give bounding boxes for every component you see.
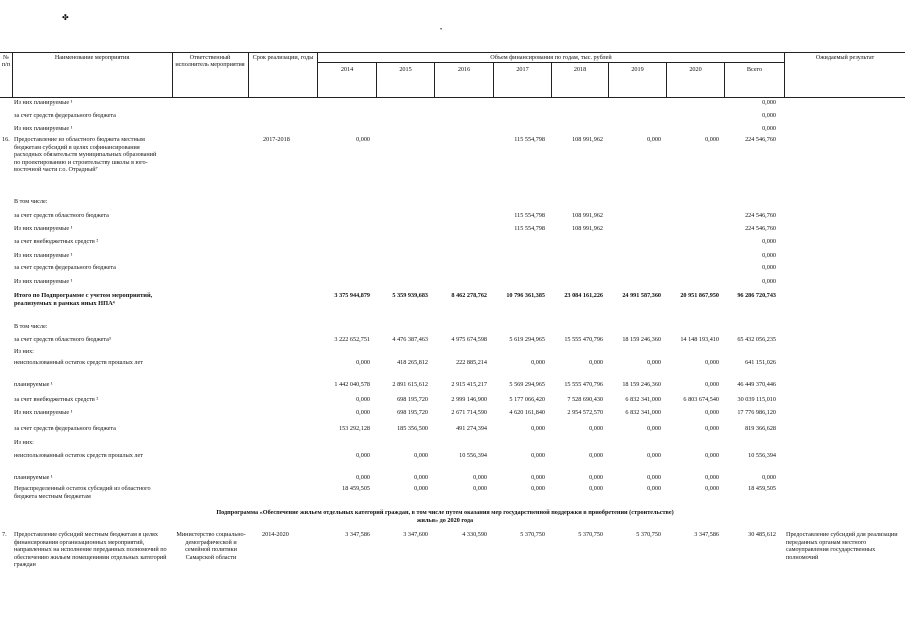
row-label: Предоставление субсидий местным бюджетам в целях финансирования организационных мероприятий, направленных на исполнение переданных полномочий по обеспечению жильем помещениями отдельных категорий граждан	[14, 531, 167, 569]
row-value: 18 159 246,360	[622, 381, 661, 388]
row-value: 30 485,612	[748, 531, 776, 538]
row-value: 5 177 066,420	[509, 396, 545, 403]
header-year-total: Всего	[746, 66, 763, 73]
row-value: 17 776 986,120	[737, 409, 776, 416]
row-label: Из них:	[14, 348, 34, 355]
row-value: 0,000	[762, 252, 776, 259]
row-value: 1 442 040,578	[334, 381, 370, 388]
row-value: 2 999 146,900	[451, 396, 487, 403]
row-value: 0,000	[705, 474, 719, 481]
row-value: 0,000	[589, 474, 603, 481]
row-value: 0,000	[589, 452, 603, 459]
row-label: Из них планируемые ¹	[14, 252, 73, 259]
row-value: 4 330,590	[462, 531, 487, 538]
row-value: 0,000	[762, 278, 776, 285]
row-value: 15 555 470,796	[564, 336, 603, 343]
row-value: 5 370,750	[578, 531, 603, 538]
row-value: 0,000	[356, 409, 370, 416]
row-value: 0,000	[356, 359, 370, 366]
header-year: 2015	[399, 66, 412, 73]
row-term: 2017-2018	[263, 136, 290, 143]
row-value: 224 546,760	[745, 212, 776, 219]
row-value: 18 159 246,360	[622, 336, 661, 343]
row-value: 819 366,628	[745, 425, 776, 432]
row-value: 0,000	[414, 474, 428, 481]
row-value: 0,000	[414, 485, 428, 492]
row-value: 0,000	[473, 485, 487, 492]
row-value: 108 991,962	[572, 225, 603, 232]
row-label: Итого по Подпрограмме с учетом мероприятий, реализуемых в рамках иных НПА⁴	[14, 292, 153, 307]
header-funding: Объем финансирования по годам, тыс. рублей	[490, 54, 612, 61]
row-label: планируемые ¹	[14, 381, 53, 388]
row-value: 0,000	[647, 474, 661, 481]
row-term: 2014-2020	[262, 531, 289, 538]
header-year: 2020	[689, 66, 702, 73]
row-value: 115 554,798	[514, 136, 545, 143]
row-value: 3 375 944,879	[334, 292, 370, 299]
row-value: 0,000	[473, 474, 487, 481]
header-result: Ожидаемый результат	[815, 54, 875, 61]
row-value: 418 265,812	[397, 359, 428, 366]
row-value: 2 671 714,590	[451, 409, 487, 416]
row-value: 0,000	[531, 359, 545, 366]
row-label: Из них планируемые ¹	[14, 225, 73, 232]
row-value: 698 195,720	[397, 396, 428, 403]
row-value: 46 449 370,446	[737, 381, 776, 388]
row-label: неиспользованный остаток средств прошлых лет	[14, 359, 143, 366]
row-number: 16.	[2, 136, 10, 143]
row-label: В том числе:	[14, 323, 48, 330]
row-value: 0,000	[589, 425, 603, 432]
row-value: 0,000	[531, 452, 545, 459]
row-value: 0,000	[356, 452, 370, 459]
row-value: 18 459,505	[342, 485, 370, 492]
row-label: за счет средств федерального бюджета	[14, 425, 116, 432]
row-label: за счет средств областного бюджета	[14, 212, 109, 219]
row-label: за счет средств федерального бюджета	[14, 112, 116, 119]
row-value: 3 222 652,751	[334, 336, 370, 343]
row-label: за счет внебюджетных средств ²	[14, 238, 99, 245]
row-value: 4 620 161,840	[509, 409, 545, 416]
row-value: 0,000	[762, 264, 776, 271]
row-value: 0,000	[589, 485, 603, 492]
row-value: 2 891 615,612	[392, 381, 428, 388]
center-dot: •	[440, 27, 443, 33]
subprogram-title: Подпрограмма «Обеспечение жильем отдельных категорий граждан, в том числе путем оказания мер государственной поддержки в приобретении (строительстве) жилья» до 2020 года	[216, 509, 674, 524]
row-value: 0,000	[705, 409, 719, 416]
row-value: 0,000	[705, 425, 719, 432]
row-value: 0,000	[647, 425, 661, 432]
row-value: 698 195,720	[397, 409, 428, 416]
row-label: Из них планируемые ¹	[14, 99, 73, 106]
row-value: 0,000	[356, 474, 370, 481]
row-value: 115 554,798	[514, 212, 545, 219]
row-value: 224 546,760	[745, 225, 776, 232]
row-value: 10 556,394	[459, 452, 487, 459]
row-value: 5 370,750	[636, 531, 661, 538]
row-value: 0,000	[531, 485, 545, 492]
row-value: 23 084 161,226	[564, 292, 603, 299]
row-label: за счет внебюджетных средств ²	[14, 396, 99, 403]
row-label: Из них планируемые ¹	[14, 409, 73, 416]
row-value: 5 359 939,683	[392, 292, 428, 299]
row-label: за счет средств федерального бюджета	[14, 264, 116, 271]
row-value: 24 991 587,360	[622, 292, 661, 299]
row-responsible: Министерство социально-демографической и семейной политики Самарской области	[176, 531, 246, 561]
row-value: 0,000	[762, 112, 776, 119]
row-value: 0,000	[647, 359, 661, 366]
row-value: 2 915 415,217	[451, 381, 487, 388]
row-value: 10 796 361,385	[506, 292, 545, 299]
row-value: 3 347,586	[694, 531, 719, 538]
row-value: 8 462 278,762	[451, 292, 487, 299]
header-term: Срок реализации, годы	[252, 54, 314, 61]
header-num: № п/п	[1, 54, 11, 69]
row-label: Из них планируемые ¹	[14, 125, 73, 132]
scan-mark: ✤	[62, 13, 69, 22]
row-value: 153 292,128	[339, 425, 370, 432]
row-value: 30 039 115,010	[737, 396, 776, 403]
row-value: 20 951 867,950	[680, 292, 719, 299]
row-value: 0,000	[705, 485, 719, 492]
row-value: 0,000	[705, 359, 719, 366]
row-value: 0,000	[356, 396, 370, 403]
row-value: 224 546,760	[745, 136, 776, 143]
row-label: Нераспределенный остаток субсидий из областного бюджета местным бюджетам	[14, 485, 151, 500]
row-value: 108 991,962	[572, 136, 603, 143]
row-value: 4 975 674,598	[451, 336, 487, 343]
row-value: 96 286 720,743	[737, 292, 776, 299]
row-value: 0,000	[414, 452, 428, 459]
row-value: 0,000	[705, 136, 719, 143]
row-value: 14 148 193,410	[680, 336, 719, 343]
row-label: за счет средств областного бюджета³	[14, 336, 111, 343]
row-label: планируемые ¹	[14, 474, 53, 481]
row-value: 641 151,026	[745, 359, 776, 366]
row-value: 6 803 674,540	[683, 396, 719, 403]
row-value: 0,000	[647, 136, 661, 143]
row-value: 5 370,750	[520, 531, 545, 538]
header-name: Наименование мероприятия	[54, 54, 130, 61]
header-year: 2016	[457, 66, 471, 73]
row-value: 0,000	[647, 485, 661, 492]
row-value: 0,000	[762, 238, 776, 245]
row-value: 0,000	[762, 474, 776, 481]
header-year: 2019	[631, 66, 644, 73]
row-value: 7 528 690,430	[567, 396, 603, 403]
row-value: 491 274,394	[456, 425, 487, 432]
row-value: 108 991,962	[572, 212, 603, 219]
row-value: 222 885,214	[456, 359, 487, 366]
row-value: 0,000	[762, 99, 776, 106]
row-value: 2 954 572,570	[567, 409, 603, 416]
row-label: В том числе:	[14, 198, 48, 205]
row-value: 0,000	[589, 359, 603, 366]
header-year: 2017	[516, 66, 529, 73]
row-value: 5 569 294,965	[509, 381, 545, 388]
row-label: Предоставление из областного бюджета местным бюджетам субсидий в целях софинансирования расходных обязательств муниципальных образований по проектированию и строительству школы в юго-восточной части г.о. Отрадный⁷	[14, 136, 157, 174]
row-value: 5 619 294,965	[509, 336, 545, 343]
row-value: 0,000	[531, 474, 545, 481]
row-value: 10 556,394	[748, 452, 776, 459]
row-value: 18 459,505	[748, 485, 776, 492]
row-value: 15 555 470,796	[564, 381, 603, 388]
row-label: Из них:	[14, 439, 34, 446]
row-value: 185 356,500	[397, 425, 428, 432]
row-value: 0,000	[705, 452, 719, 459]
header-responsible: Ответственный исполнитель мероприятия	[175, 54, 245, 69]
row-value: 0,000	[531, 425, 545, 432]
row-value: 6 832 341,000	[625, 409, 661, 416]
row-value: 0,000	[762, 125, 776, 132]
row-value: 65 432 056,235	[737, 336, 776, 343]
row-value: 115 554,798	[514, 225, 545, 232]
header-year: 2014	[340, 66, 354, 73]
row-value: 6 832 341,000	[625, 396, 661, 403]
row-label: неиспользованный остаток средств прошлых лет	[14, 452, 143, 459]
row-value: 3 347,586	[345, 531, 370, 538]
row-value: 4 476 387,463	[392, 336, 428, 343]
row-value: 0,000	[356, 136, 370, 143]
row-number: 7.	[2, 531, 7, 538]
row-value: 3 347,600	[403, 531, 428, 538]
row-result: Предоставление субсидий для реализации переданных органам местного самоуправления государственных полномочий	[786, 531, 898, 561]
row-value: 0,000	[647, 452, 661, 459]
row-value: 0,000	[705, 381, 719, 388]
header-year: 2018	[573, 66, 587, 73]
row-label: Из них планируемые ¹	[14, 278, 73, 285]
